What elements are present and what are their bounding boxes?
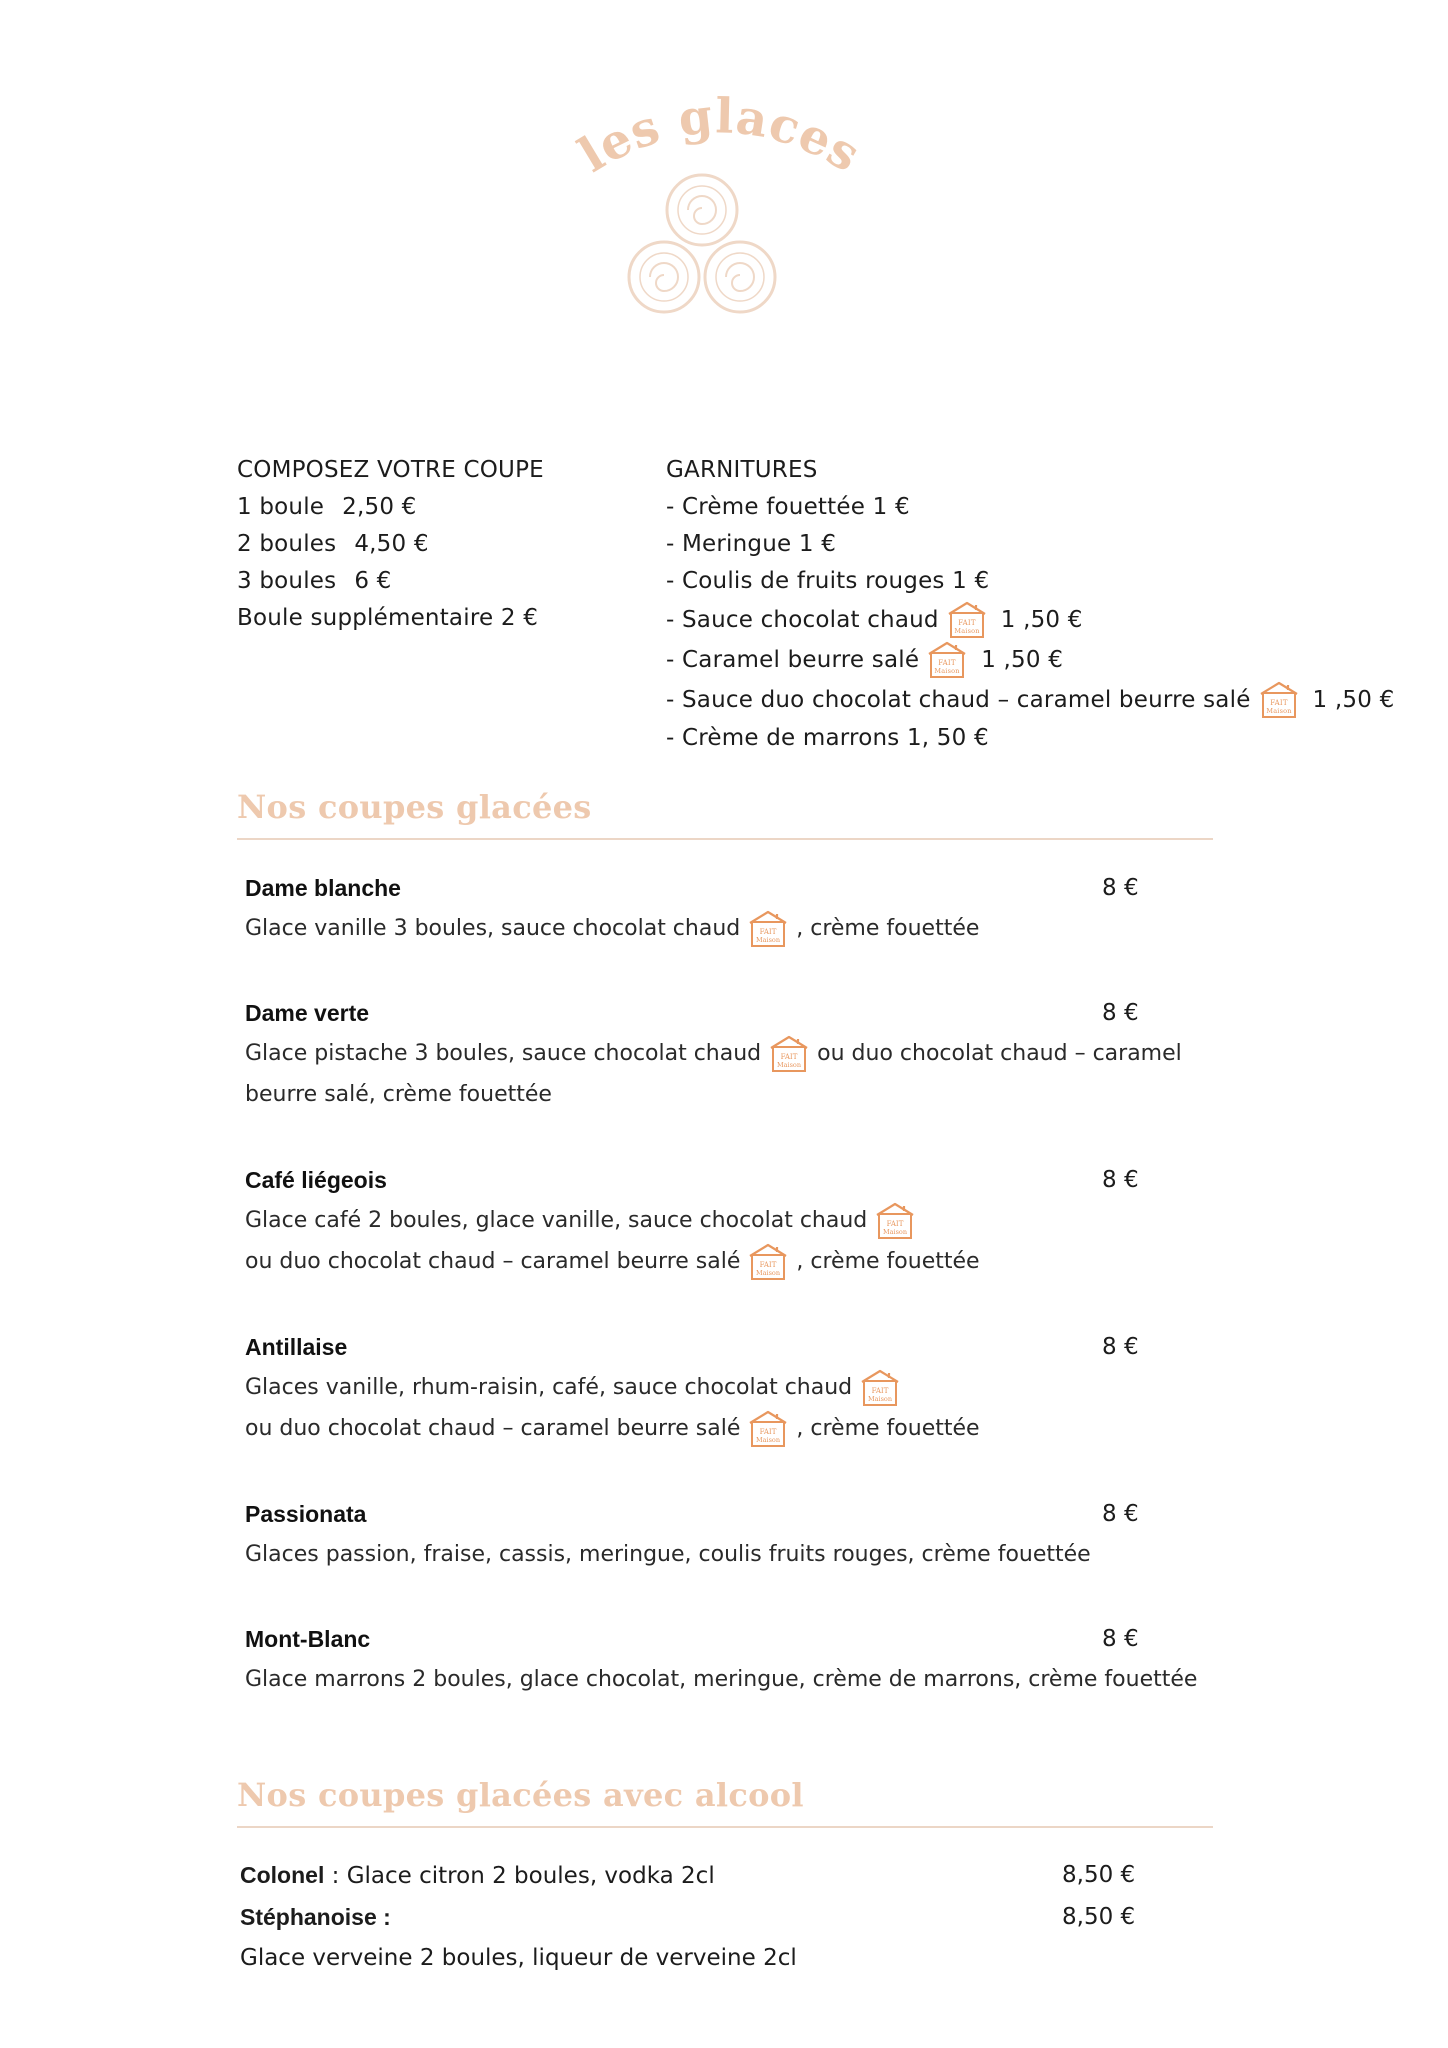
- svg-text:Maison: Maison: [1265, 707, 1292, 715]
- compose-title: COMPOSEZ VOTRE COUPE: [237, 457, 544, 483]
- compose-item: 3 boules 6 €: [237, 563, 544, 600]
- svg-text:Maison: Maison: [883, 1227, 908, 1236]
- header-title: les glaces: [569, 88, 871, 184]
- fait-maison-icon: [945, 600, 989, 640]
- garniture-item: - Coulis de fruits rouges 1 €: [666, 568, 990, 594]
- svg-text:FAIT: FAIT: [1269, 699, 1288, 707]
- coupe-name: Dame blanche: [245, 875, 401, 901]
- svg-text:FAIT: FAIT: [760, 1427, 777, 1436]
- svg-text:Maison: Maison: [777, 1060, 802, 1069]
- compose-item: 1 boule 2,50 €: [237, 489, 544, 526]
- coupe-name: Passionata: [245, 1501, 367, 1527]
- coupe-name: Mont-Blanc: [245, 1626, 371, 1652]
- svg-text:Maison: Maison: [756, 1435, 781, 1444]
- alcool-price: 8,50 €: [1062, 1862, 1136, 1888]
- compose-item: 2 boules 4,50 €: [237, 526, 544, 563]
- coupe-price: 8 €: [1102, 1000, 1139, 1026]
- coupe-description-line2: ou duo chocolat chaud – caramel beurre salé FAIT Maison , crème fouettée: [245, 1408, 1245, 1449]
- garniture-item: - Caramel beurre salé FAIT Maison 1 ,50 €: [666, 640, 1394, 680]
- alcool-description: Glace citron 2 boules, vodka 2cl: [346, 1863, 715, 1889]
- alcool-divider: [237, 1826, 1213, 1828]
- garniture-item: - Sauce duo chocolat chaud – caramel beurre salé FAIT Maison 1 ,50 €: [666, 680, 1394, 720]
- alcool-section-title: Nos coupes glacées avec alcool: [237, 1776, 804, 1814]
- coupes-section-title: Nos coupes glacées: [237, 788, 592, 826]
- svg-text:FAIT: FAIT: [938, 659, 956, 667]
- garnitures-section: [666, 452, 1394, 757]
- alcool-price: 8,50 €: [1062, 1904, 1136, 1930]
- compose-price: 2,50 €: [342, 494, 417, 520]
- svg-text:FAIT: FAIT: [760, 1260, 777, 1269]
- svg-text:FAIT: FAIT: [957, 619, 976, 627]
- fait-maison-icon: [858, 1368, 902, 1408]
- compose-price: 4,50 €: [354, 531, 429, 557]
- alcool-item-colonel: Colonel : Glace citron 2 boules, vodka 2cl 8,50 €: [240, 1855, 1140, 1896]
- coupe-description: Glace vanille 3 boules, sauce chocolat chaud FAIT Maison , crème fouettée: [245, 908, 1245, 949]
- svg-text:Maison: Maison: [756, 935, 781, 944]
- coupe-item: [245, 1327, 1245, 1449]
- fait-maison-icon: [873, 1201, 917, 1241]
- svg-text:Maison: Maison: [954, 627, 980, 635]
- svg-text:Maison: Maison: [868, 1394, 893, 1403]
- compose-item: Boule supplémentaire 2 €: [237, 600, 544, 637]
- coupe-description: Glace marrons 2 boules, glace chocolat, meringue, crème de marrons, crème fouettée: [245, 1667, 1198, 1692]
- fait-maison-icon: [925, 640, 969, 680]
- coupe-price: 8 €: [1102, 1334, 1139, 1360]
- coupe-price: 8 €: [1102, 1626, 1139, 1652]
- garniture-item: - Crème de marrons 1, 50 €: [666, 725, 989, 751]
- coupe-item: [245, 868, 1245, 949]
- alcool-name: Colonel: [240, 1862, 325, 1888]
- coupe-item: [245, 1160, 1245, 1282]
- compose-price: 6 €: [354, 568, 392, 594]
- coupe-description: Glaces passion, fraise, cassis, meringue, coulis fruits rouges, crème fouettée: [245, 1542, 1091, 1567]
- fait-maison-icon: [767, 1034, 811, 1074]
- coupe-name: Dame verte: [245, 1000, 370, 1026]
- fait-maison-icon: [746, 1409, 790, 1449]
- alcool-name: Stéphanoise :: [240, 1904, 391, 1930]
- compose-section: [237, 452, 544, 637]
- garnitures-title: GARNITURES: [666, 457, 818, 483]
- svg-text:Maison: Maison: [934, 667, 960, 675]
- garniture-item: - Sauce chocolat chaud FAIT Maison 1 ,50 €: [666, 600, 1394, 640]
- coupe-description-line2: ou duo chocolat chaud – caramel beurre salé FAIT Maison , crème fouettée: [245, 1241, 1245, 1282]
- compose-price: 2 €: [500, 605, 539, 631]
- fait-maison-icon: [746, 1242, 790, 1282]
- alcool-item-stephanoise: [240, 1897, 1140, 1978]
- header-logo: [560, 80, 880, 330]
- coupe-description: Glace pistache 3 boules, sauce chocolat chaud FAIT Maison ou duo chocolat chaud – caramel: [245, 1033, 1245, 1074]
- coupe-price: 8 €: [1102, 1167, 1139, 1193]
- svg-text:FAIT: FAIT: [759, 927, 777, 936]
- coupes-divider: [237, 838, 1213, 840]
- coupe-description-line2: beurre salé, crème fouettée: [245, 1082, 552, 1107]
- svg-text:Maison: Maison: [756, 1268, 781, 1277]
- coupe-name: Antillaise: [245, 1334, 348, 1360]
- svg-text:FAIT: FAIT: [886, 1219, 904, 1228]
- coupe-item: [245, 1494, 1245, 1575]
- coupe-price: 8 €: [1102, 875, 1139, 901]
- coupe-description: Glace café 2 boules, glace vanille, sauce chocolat chaud FAIT Maison: [245, 1200, 1245, 1241]
- coupe-item: [245, 1619, 1245, 1700]
- fait-maison-icon: [1257, 680, 1301, 720]
- coupe-description: Glaces vanille, rhum-raisin, café, sauce chocolat chaud FAIT Maison: [245, 1367, 1245, 1408]
- coupe-item: [245, 993, 1245, 1115]
- garniture-item: - Meringue 1 €: [666, 531, 837, 557]
- coupe-price: 8 €: [1102, 1501, 1139, 1527]
- garniture-item: - Crème fouettée 1 €: [666, 494, 910, 520]
- ice-cream-scoops-icon: [629, 175, 775, 312]
- svg-text:FAIT: FAIT: [780, 1052, 798, 1061]
- svg-text:FAIT: FAIT: [871, 1386, 889, 1395]
- alcool-description: Glace verveine 2 boules, liqueur de verveine 2cl: [240, 1945, 797, 1971]
- fait-maison-icon: [746, 909, 790, 949]
- coupe-name: Café liégeois: [245, 1167, 387, 1193]
